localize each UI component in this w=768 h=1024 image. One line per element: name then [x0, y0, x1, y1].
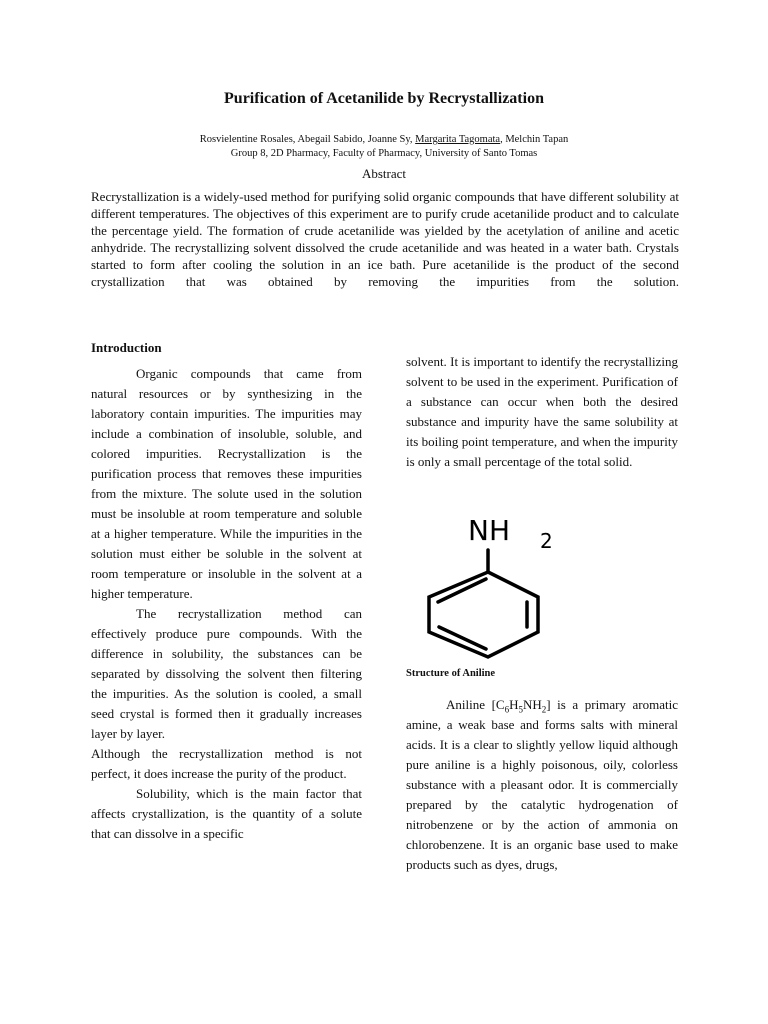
- aniline-paragraph: [406, 695, 678, 875]
- nh-subscript: 2: [540, 529, 553, 553]
- paragraph: Solubility, which is the main factor that affects crystallization, is the quantity of a solute that can dissolve in a specific: [91, 786, 362, 841]
- benzene-ring: [429, 550, 538, 657]
- aniline-h: H: [509, 697, 519, 712]
- nh-label: NH: [468, 514, 510, 547]
- abstract-text: Recrystallization is a widely-used method for purifying solid organic compounds that have different solubility at different temperatures. The objectives of this experiment are to purify crude acetanilide product and to calculate the percentage yield. The formation of crude acetanilide was yielded by the acetylation of aniline and acetic anhydride. The recrystallizing solvent dissolved the crude acetanilide and was heated in a water bath. Crystals started to form after cooling the solution in an ice bath. Pure acetanilide is the product of the second crystallization that was obtained by removing the impurities from the solution.: [91, 189, 679, 289]
- paragraph: Organic compounds that came from natural resources or by synthesizing in the laboratory contain impurities. The impurities may include a combination of insoluble, soluble, and colored impurities. Recrystallization is the purification process that removes these impurities from the mixture. The solute used in the solution must be insoluble at room temperature and soluble at a higher temperature. While the impurities in the solution must either be soluble in the solvent at room temperature or insoluble in the solvent at a higher temperature.: [91, 366, 362, 601]
- authors-underlined: Margarita Tagomata: [415, 134, 501, 145]
- authors-after: , Melchin Tapan: [500, 134, 569, 145]
- abstract-heading: Abstract: [361, 166, 407, 181]
- aniline-body: ] is a primary aromatic amine, a weak base and forms salts with mineral acids. It is a clear to slightly yellow liquid although pure aniline is a highly poisonous, oily, colorless substance with a pleasant odor. It is commercially prepared by the catalytic hydrogenation of nitrobenzene or by the action of ammonia on chlorobenzene. It is an organic base used to make products such as dyes, drugs,: [406, 697, 678, 872]
- affiliation: Group 8, 2D Pharmacy, Faculty of Pharmacy, University of Santo Tomas: [230, 148, 538, 159]
- aniline-nh: NH: [522, 697, 542, 712]
- paragraph: Although the recrystallization method is not perfect, it does increase the purity of the product.: [91, 746, 362, 781]
- authors-before: Rosvielentine Rosales, Abegail Sabido, Joanne Sy,: [199, 134, 416, 145]
- author-list: [0, 133, 768, 147]
- paragraph: solvent. It is important to identify the recrystallizing solvent to be used in the experiment. Purification of a substance can occur when both the desired substance and impurity have the same solubility at its boiling point temperature, and when the impurity is only a small percentage of the total solid.: [406, 354, 678, 469]
- figure-caption: Structure of Aniline: [406, 668, 496, 679]
- sub-5: 5: [518, 704, 523, 715]
- paragraph: The recrystallization method can effectively produce pure compounds. With the difference in solubility, the substances can be separated by dissolving the solvent then filtering the impurities. As the solution is cooled, a small seed crystal is formed then it gradually increases layer by layer.: [91, 606, 362, 741]
- left-column: [91, 338, 362, 844]
- sub-6: 6: [504, 704, 510, 715]
- right-column: [406, 352, 678, 472]
- paper-title: Purification of Acetanilide by Recrystallization: [224, 90, 544, 107]
- sub-2: 2: [541, 704, 547, 715]
- intro-heading: Introduction: [91, 340, 162, 355]
- aniline-formula-pre: Aniline [C: [446, 697, 505, 712]
- aniline-structure: [406, 510, 576, 660]
